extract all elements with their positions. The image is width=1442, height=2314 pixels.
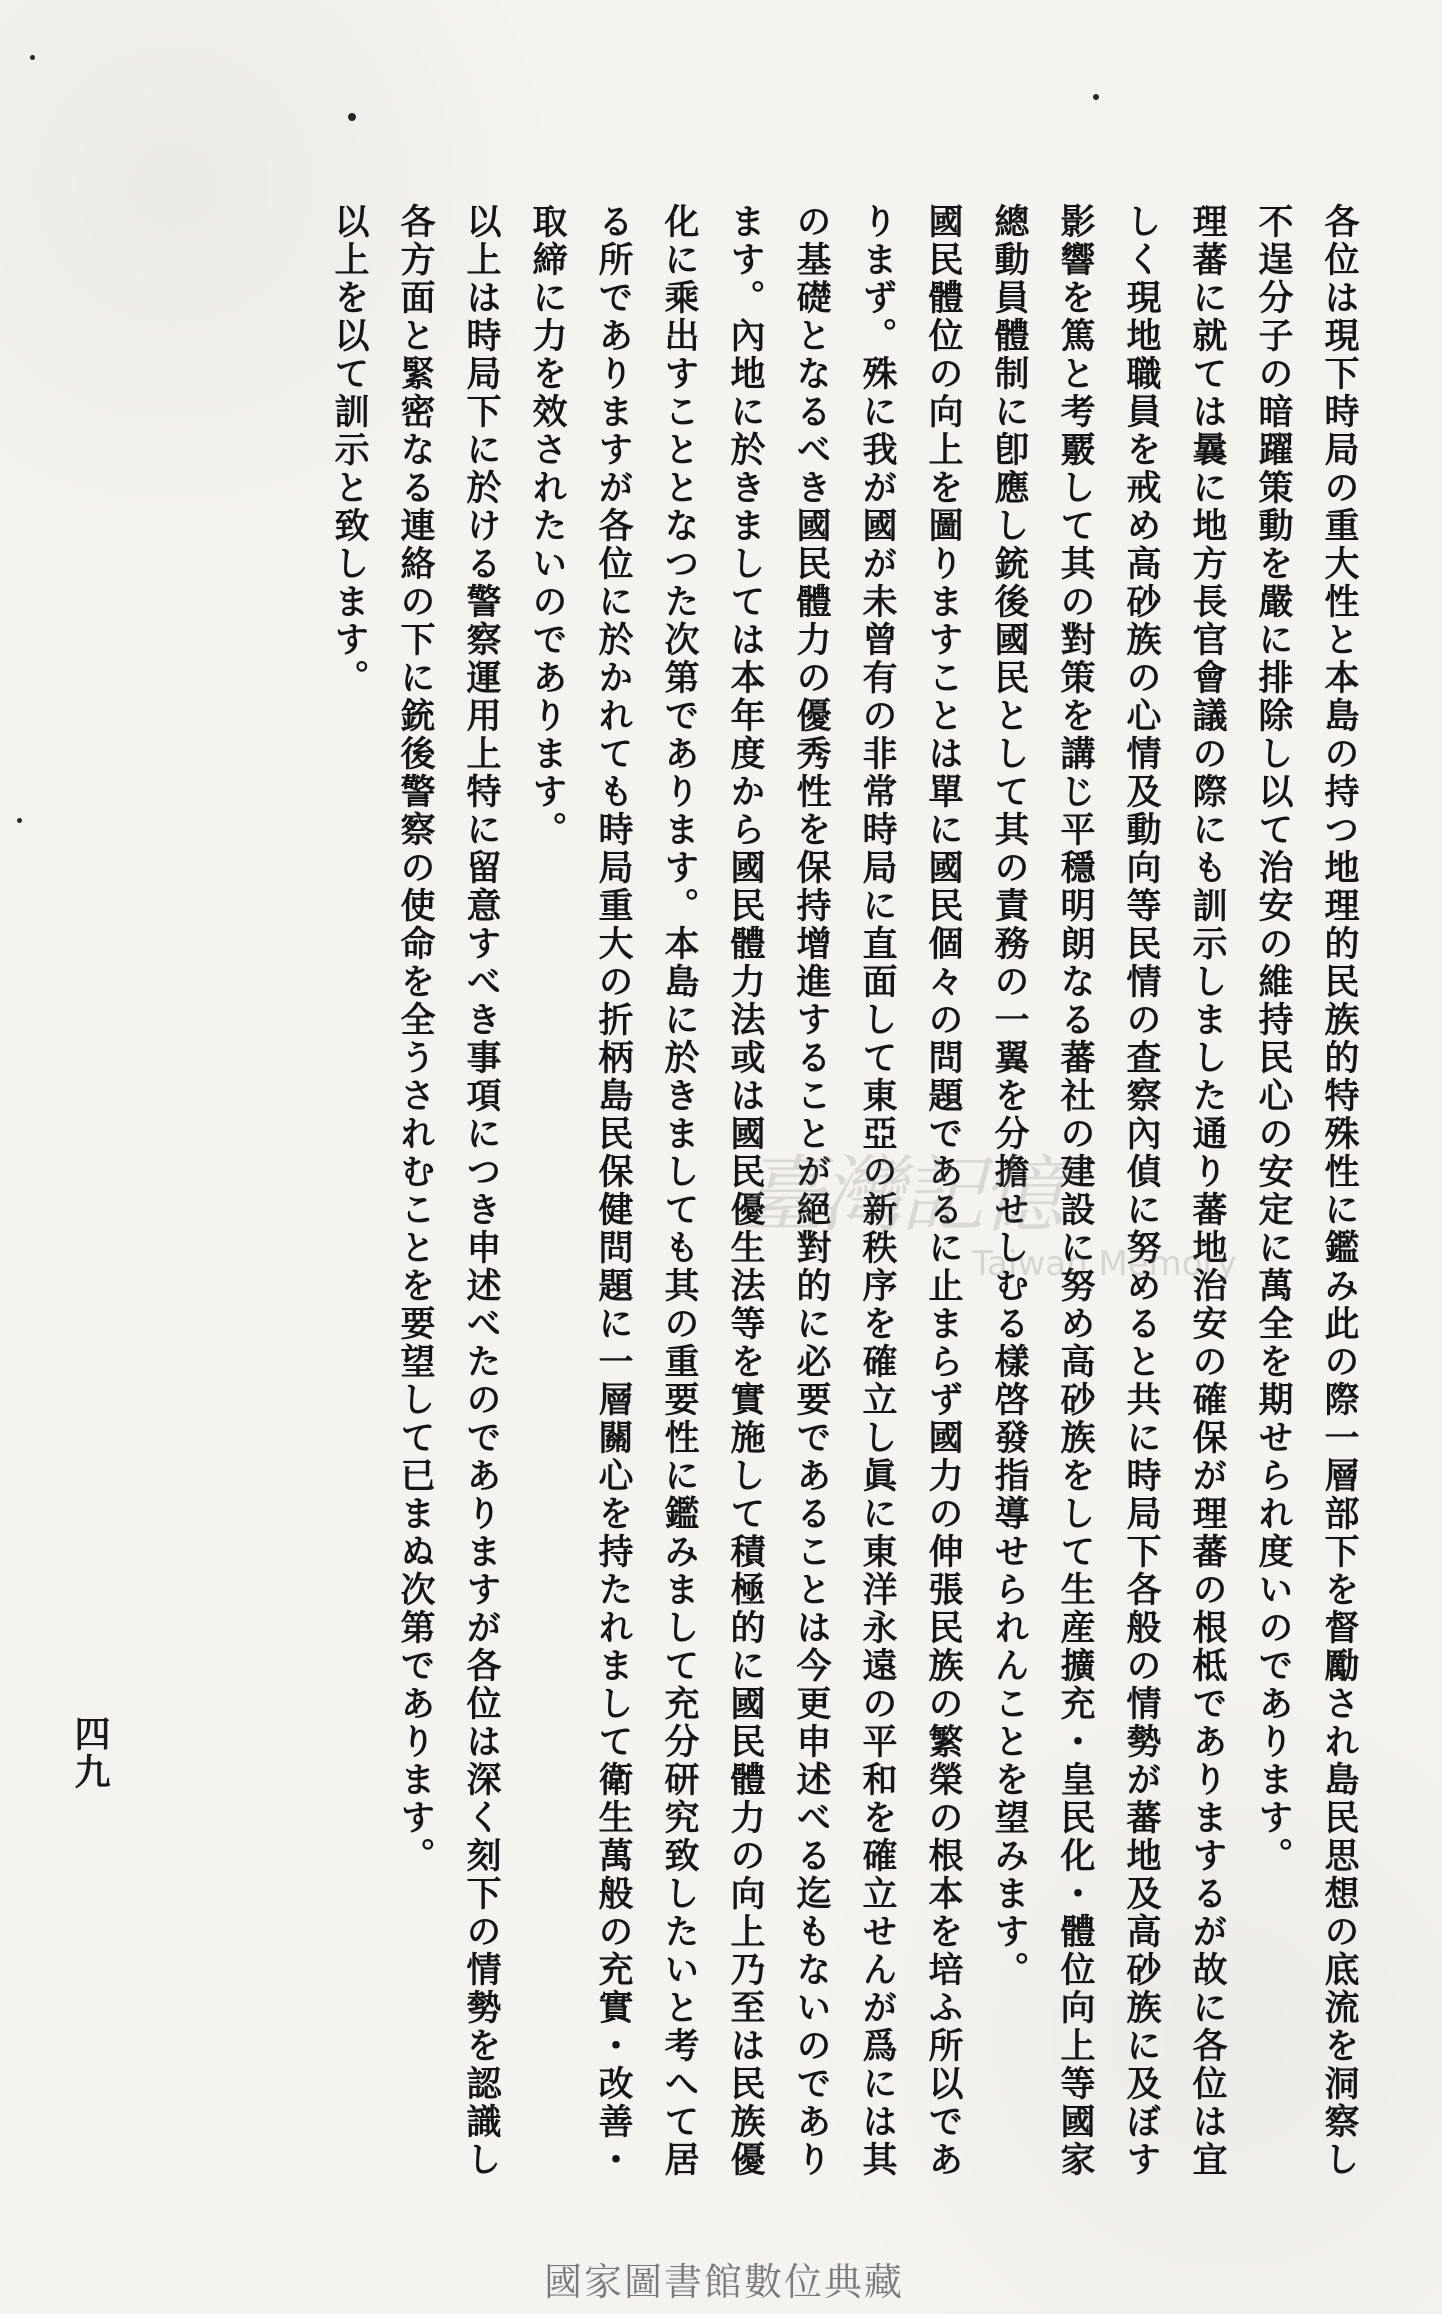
vertical-text-block <box>252 203 1372 2183</box>
scan-speck <box>30 55 35 60</box>
watermark-subtitle: Taiwan Memory <box>972 1244 1237 1284</box>
watermark-title: 臺灣記憶 <box>740 1146 1061 1244</box>
scan-speck <box>17 818 22 823</box>
archive-footer: 國家圖書館數位典藏 <box>543 2260 904 2304</box>
page-number: 四九 <box>69 1715 111 1791</box>
paragraph-national-physique: 國民體位の向上を圖りますことは單に國民個々の問題であるに止まらず國力の伸張民族の繁榮の根本を培ふ所以でありまず。殊に我が國が未曾有の非常時局に直面して東亞の新秩序を確立し眞に東洋永遠の平和を確立せんが爲には其の基礎となるべき國民體力の優秀性を保持增進することが絕對的に必要であることは今更申述べる迄もないのであります。內地に於きましては本年度から國民體力法或は國民優生法等を實施して積極的に國民體力の向上乃至は民族優化に乘出すこととなつた次第であります。本島に於きましても其の重要性に鑑みまして充分研究致したいと考へて居る所でありますが各位に於かれても時局重大の折柄島民保健問題に一層關心を持たれまして衛生萬般の充實・改善・取締に力を效されたいのであります。 <box>527 203 964 2179</box>
paragraph-aboriginal-policy: 理蕃に就ては曩に地方長官會議の際にも訓示しました通り蕃地治安の確保が理蕃の根柢でありまするが故に各位は宜しく現地職員を戒め高砂族の心情及動向等民情の查察內偵に努めると共に時局下各般の情勢が蕃地及高砂族に及ぼす影響を篤と考覈して其の對策を講じ平穩明朗なる蕃社の建設に努め高砂族をして生産擴充・皇民化・體位向上等國家總動員體制に卽應し銃後國民として其の責務の一翼を分擔せしむる樣啓發指導せられんことを望みます。 <box>989 203 1228 2179</box>
scan-speck <box>1093 94 1099 100</box>
paragraph-closing: 以上を以て訓示と致します。 <box>329 203 370 697</box>
scan-speck <box>348 113 356 121</box>
paragraph-public-security: 各位は現下時局の重大性と本島の持つ地理的民族的特殊性に鑑み此の際一層部下を督勵され島民思想の底流を洞察し不逞分子の暗躍策動を嚴に排除し以て治安の維持民心の安定に萬全を期せられ度いのであります。 <box>1253 203 1360 2179</box>
paragraph-summary: 以上は時局下に於ける警察運用上特に留意すべき事項につき申述べたのでありますが各位は深く刻下の情勢を認識し各方面と緊密なる連絡の下に銃後警察の使命を全うされむことを要望して已まぬ次第であります。 <box>395 203 502 2179</box>
